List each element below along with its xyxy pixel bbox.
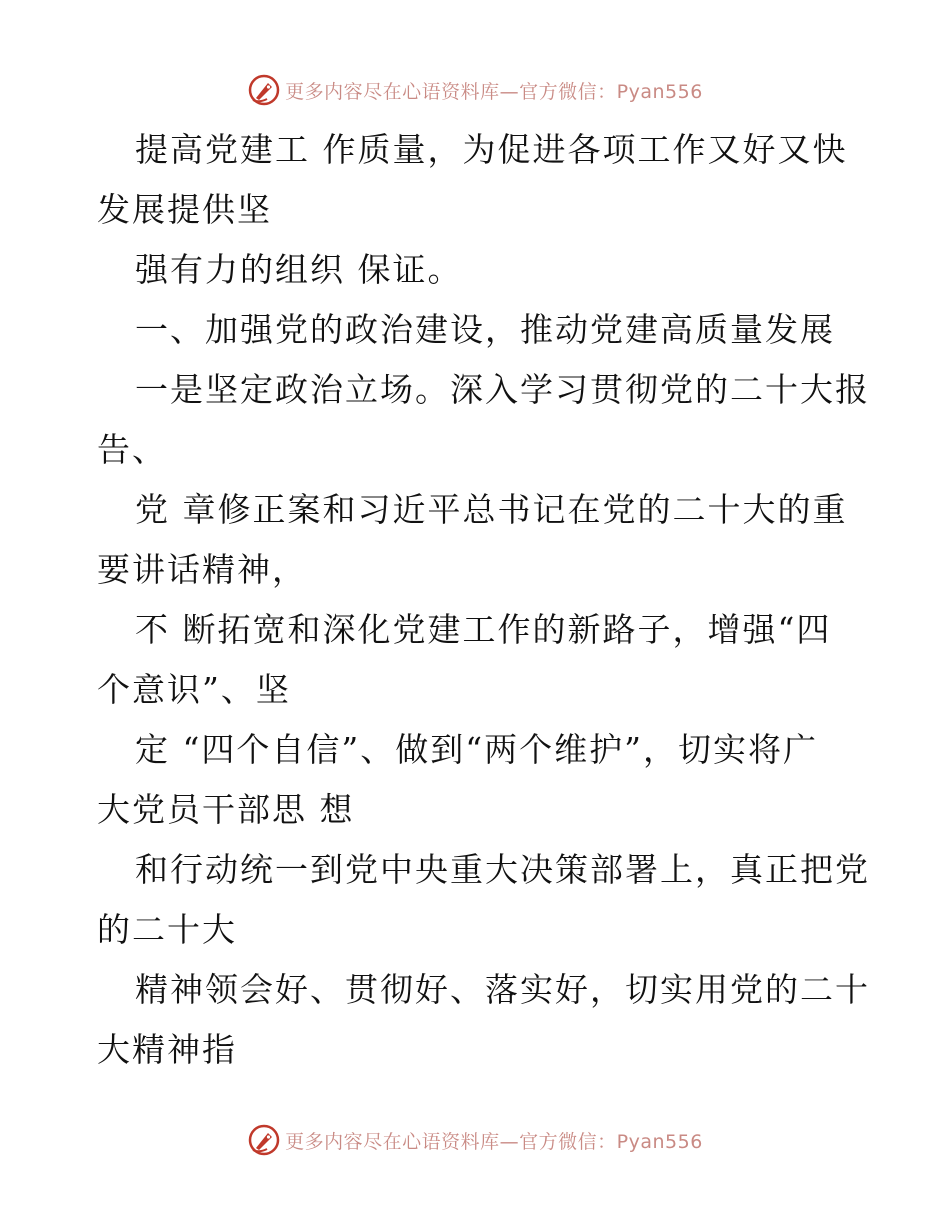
text-line: 要讲话精神， [97, 550, 307, 589]
text-line: 提高党建工 作质量，为促进各项工作又好又快 [135, 130, 848, 169]
footer-banner [0, 1120, 950, 1160]
document-body [97, 120, 870, 1080]
text-line: 告、 [97, 430, 167, 469]
footer-text: 更多内容尽在心语资料库—官方微信：Pyan556 [285, 1130, 703, 1153]
pen-nib-logo-icon [247, 73, 281, 107]
text-line: 精神领会好、贯彻好、落实好，切实用党的二十 [135, 970, 870, 1009]
text-line: 一是坚定政治立场。深入学习贯彻党的二十大报 [135, 370, 870, 409]
text-line: 大党员干部思 想 [97, 790, 355, 829]
pen-nib-logo-icon [247, 1123, 281, 1157]
header-text: 更多内容尽在心语资料库—官方微信：Pyan556 [285, 80, 703, 103]
text-line: 大精神指 [97, 1030, 237, 1069]
section-heading: 一、加强党的政治建设，推动党建高质量发展 [135, 310, 835, 349]
text-line: 强有力的组织 保证。 [135, 250, 463, 289]
text-line: 的二十大 [97, 910, 237, 949]
text-line: 个意识”、坚 [97, 670, 291, 709]
text-line: 发展提供坚 [97, 190, 272, 229]
header-banner [0, 70, 950, 110]
text-line: 不 断拓宽和深化党建工作的新路子，增强“四 [135, 610, 832, 649]
text-line: 党 章修正案和习近平总书记在党的二十大的重 [135, 490, 848, 529]
text-line: 和行动统一到党中央重大决策部署上，真正把党 [135, 850, 870, 889]
text-line: 定 “四个自信”、做到“两个维护”，切实将广 [135, 730, 818, 769]
